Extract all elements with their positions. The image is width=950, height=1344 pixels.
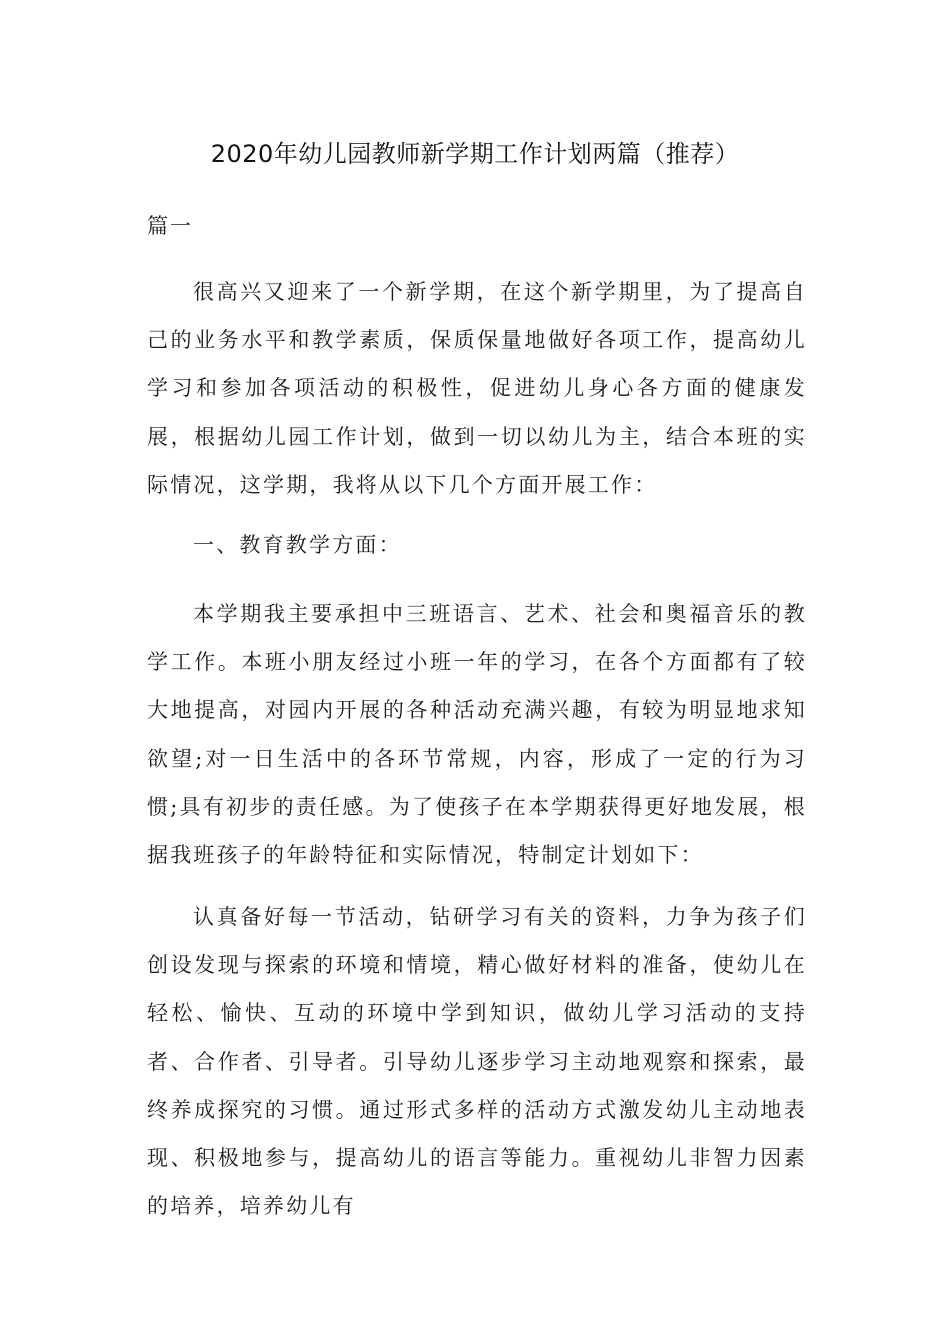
section-label: 篇一 xyxy=(147,214,193,238)
document-title: 2020年幼儿园教师新学期工作计划两篇（推荐） xyxy=(210,140,740,168)
section-heading-education: 一、教育教学方面： xyxy=(193,533,402,557)
activity-paragraph: 认真备好每一节活动，钻研学习有关的资料，力争为孩子们创设发现与探索的环境和情境，精心做好材料的准备，使幼儿在轻松、愉快、互动的环境中学到知识，做幼儿学习活动的支持者、合作者、引导者。引导幼儿逐步学习主动地观察和探索，最终养成探究的习惯。通过形式多样的活动方式激发幼儿主动地表现、积极地参与，提高幼儿的语言等能力。重视幼儿非智力因素的培养，培养幼儿有 xyxy=(147,905,807,1219)
intro-paragraph: 很高兴又迎来了一个新学期，在这个新学期里，为了提高自己的业务水平和教学素质，保质保量地做好各项工作，提高幼儿学习和参加各项活动的积极性，促进幼儿身心各方面的健康发展，根据幼儿园工作计划，做到一切以幼儿为主，结合本班的实际情况，这学期，我将从以下几个方面开展工作： xyxy=(147,280,807,497)
teaching-paragraph: 本学期我主要承担中三班语言、艺术、社会和奥福音乐的教学工作。本班小朋友经过小班一年的学习，在各个方面都有了较大地提高，对园内开展的各种活动充满兴趣，有较为明显地求知欲望;对一日生活中的各环节常规，内容，形成了一定的行为习惯;具有初步的责任感。为了使孩子在本学期获得更好地发展，根据我班孩子的年龄特征和实际情况，特制定计划如下： xyxy=(147,602,807,868)
